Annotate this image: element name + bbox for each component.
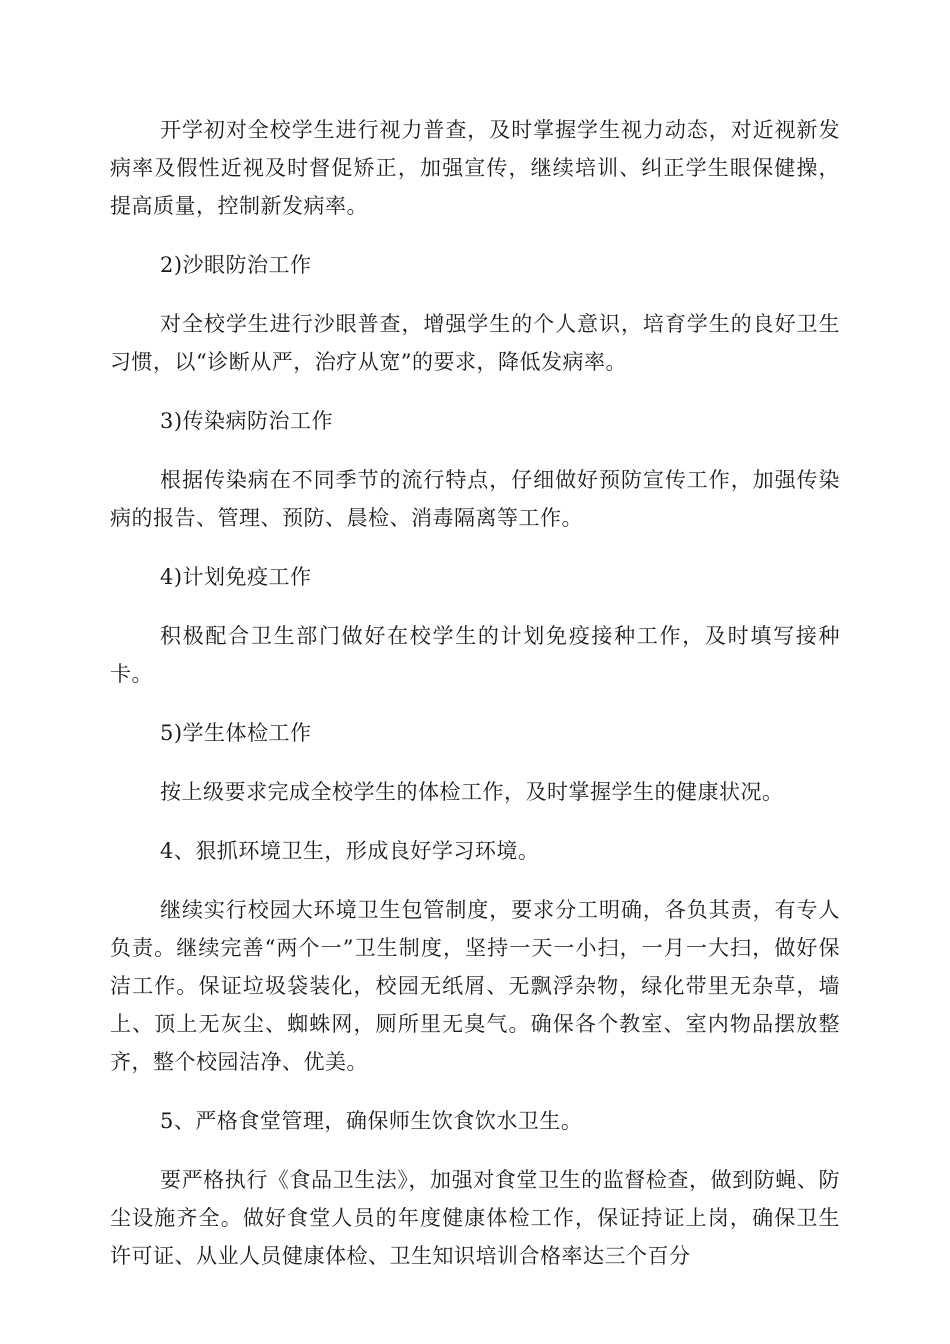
paragraph-vision-checkup: 开学初对全校学生进行视力普查，及时掌握学生视力动态，对近视新发病率及假性近视及时督促矫正，加强宣传，继续培训、纠正学生眼保健操，提高质量，控制新发病率。: [110, 118, 840, 218]
paragraph-physical-exam: 按上级要求完成全校学生的体检工作，及时掌握学生的健康状况。: [160, 780, 784, 804]
paragraph-immunization: 积极配合卫生部门做好在校学生的计划免疫接种工作，及时填写接种卡。: [110, 624, 840, 686]
heading-environment: 4、狠抓环境卫生，形成良好学习环境。: [160, 839, 540, 863]
paragraph-infectious-disease: 根据传染病在不同季节的流行特点，仔细做好预防宣传工作，加强传染病的报告、管理、预防、晨检、消毒隔离等工作。: [110, 468, 840, 530]
heading-trachoma: 2)沙眼防治工作: [160, 253, 312, 277]
paragraph-trachoma: 对全校学生进行沙眼普查，增强学生的个人意识，培育学生的良好卫生习惯，以“诊断从严，治疗从宽”的要求，降低发病率。: [110, 312, 840, 374]
heading-physical-exam: 5)学生体检工作: [160, 721, 312, 745]
paragraph-environment: 继续实行校园大环境卫生包管制度，要求分工明确，各负其责，有专人负责。继续完善“两个一”卫生制度，坚持一天一小扫，一月一大扫，做好保洁工作。保证垃圾袋装化，校园无纸屑、无飘浮杂物，绿化带里无杂草，墙上、顶上无灰尘、蜘蛛网，厕所里无臭气。确保各个教室、室内物品摆放整齐，整个校园洁净、优美。: [110, 898, 840, 1074]
document-body: [110, 111, 840, 1296]
heading-canteen: 5、严格食堂管理，确保师生饮食饮水卫生。: [160, 1109, 583, 1133]
heading-infectious-disease: 3)传染病防治工作: [160, 409, 334, 433]
heading-immunization: 4)计划免疫工作: [160, 565, 312, 589]
paragraph-canteen: 要严格执行《食品卫生法》，加强对食堂卫生的监督检查，做到防蝇、防尘设施齐全。做好食堂人员的年度健康体检工作，保证持证上岗，确保卫生许可证、从业人员健康体检、卫生知识培训合格率达三个百分: [110, 1168, 840, 1268]
